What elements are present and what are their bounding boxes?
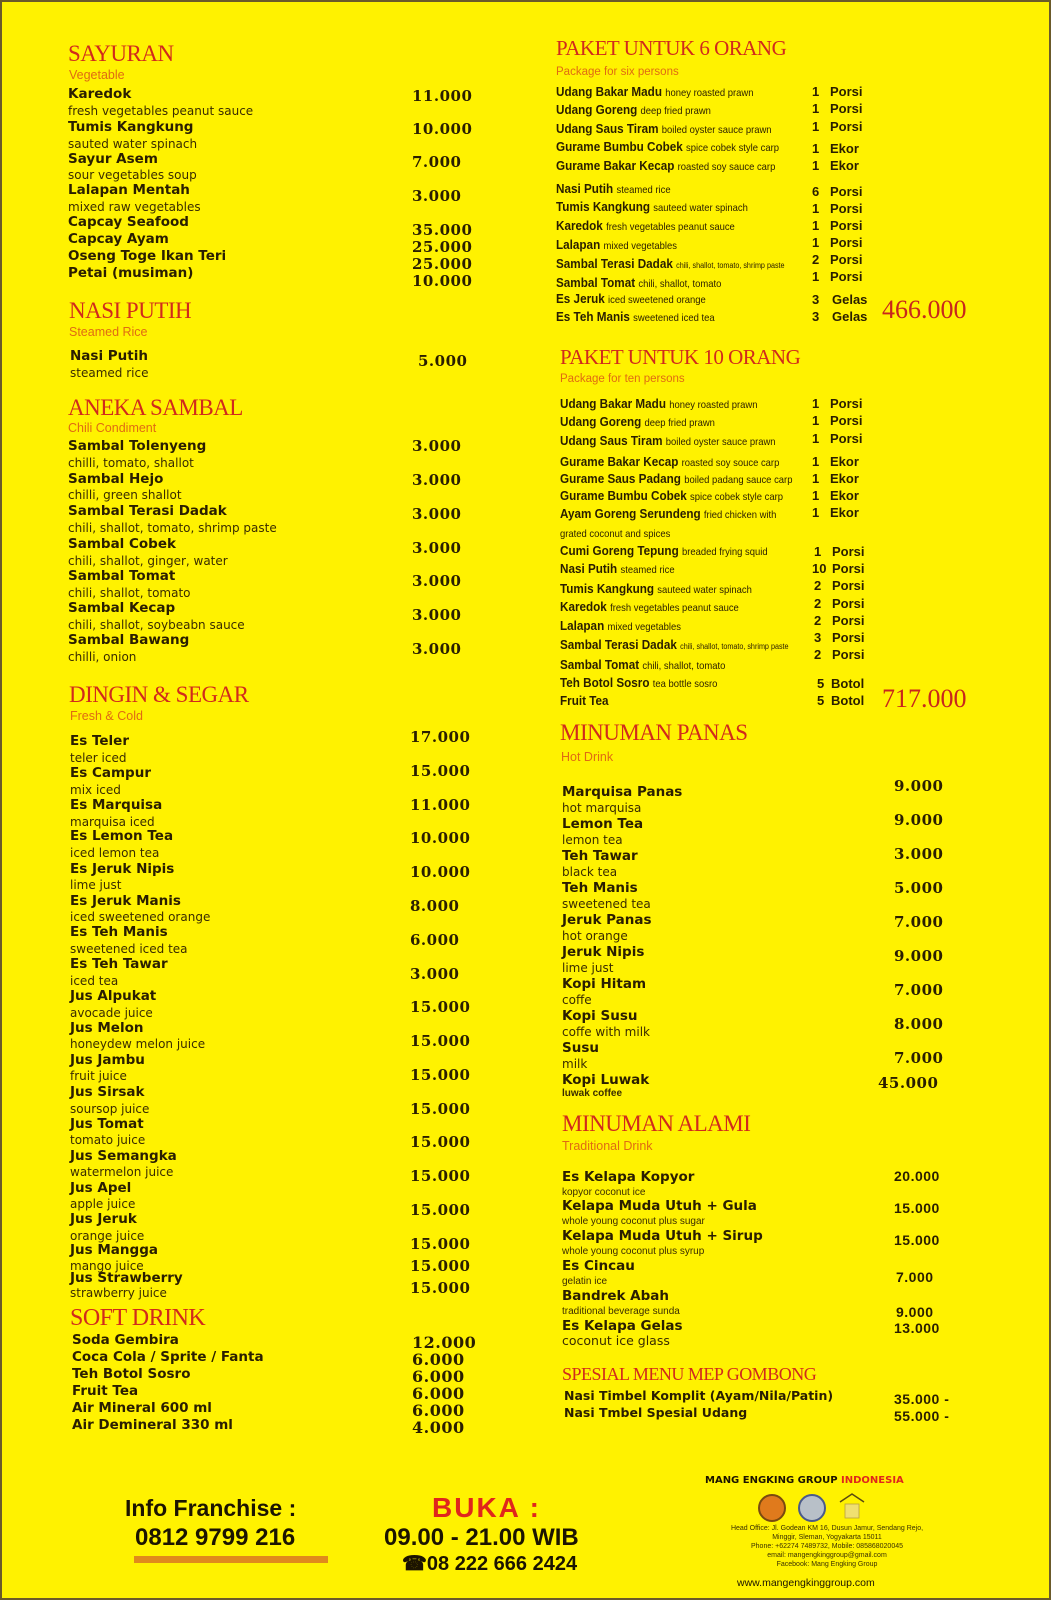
menu-item-name: Jeruk Nipis	[562, 944, 645, 960]
menu-item-price: 35.000 -	[894, 1391, 950, 1407]
package-item: Sambal Tomat chili, shallot, tomato	[556, 275, 722, 290]
menu-item-price: 15.000	[894, 1200, 940, 1216]
menu-item-desc: iced lemon tea	[70, 846, 160, 860]
open-phone-row[interactable]	[402, 1554, 577, 1574]
open-label: BUKA :	[432, 1492, 541, 1523]
menu-item-name: Sambal Hejo	[68, 471, 164, 487]
menu-item-desc: traditional beverage sunda	[562, 1306, 680, 1317]
menu-item-price: 3.000	[412, 539, 462, 557]
section-subtitle-paket-6: Package for six persons	[556, 66, 679, 78]
menu-item-price: 15.000	[410, 1235, 471, 1253]
menu-item-price: 5.000	[418, 352, 468, 370]
menu-item-desc: whole young coconut plus sugar	[562, 1216, 705, 1227]
section-title-sayuran: SAYURAN	[68, 41, 174, 66]
package-item-qty: 3	[812, 292, 820, 307]
menu-item-name: Kopi Susu	[562, 1008, 638, 1024]
menu-item-price: 11.000	[410, 796, 471, 814]
menu-item-desc: marquisa iced	[70, 815, 155, 829]
menu-item-name: Jus Jambu	[70, 1052, 145, 1068]
menu-item-desc: orange juice	[70, 1229, 145, 1243]
menu-item-price: 11.000	[412, 87, 473, 105]
menu-item-price: 3.000	[412, 437, 462, 455]
menu-item-name: Es Kelapa Kopyor	[562, 1169, 695, 1185]
package-item-unit: Porsi	[832, 544, 865, 559]
menu-item-price: 17.000	[410, 728, 471, 746]
package-item: Lalapan mixed vegetables	[556, 237, 678, 252]
menu-item-name: Nasi Tmbel Spesial Udang	[564, 1405, 748, 1420]
menu-item-name: Sayur Asem	[68, 151, 158, 167]
menu-item-price: 4.000	[412, 1418, 465, 1437]
menu-item-desc: chilli, onion	[68, 650, 137, 664]
section-title-spesial-menu: SPESIAL MENU MEP GOMBONG	[562, 1364, 817, 1384]
menu-item-name: Sambal Tomat	[68, 568, 176, 584]
section-subtitle-dingin-segar: Fresh & Cold	[70, 709, 143, 723]
menu-item-desc: sweetened tea	[562, 897, 651, 911]
menu-item-price: 7.000	[894, 981, 944, 999]
menu-item-name: Sambal Bawang	[68, 632, 190, 648]
menu-item-name: Teh Botol Sosro	[72, 1366, 191, 1382]
menu-item-desc: iced sweetened orange	[70, 910, 211, 924]
menu-item-desc: iced tea	[70, 974, 119, 988]
package-item-unit: Porsi	[830, 119, 863, 134]
menu-item-name: Jus Sirsak	[70, 1084, 145, 1100]
package-item-unit: Porsi	[830, 396, 863, 411]
menu-item-desc: avocade juice	[70, 1006, 153, 1020]
section-subtitle-aneka-sambal: Chili Condiment	[68, 421, 157, 435]
package-item-unit: Gelas	[832, 292, 868, 307]
menu-item-price: 7.000	[894, 1049, 944, 1067]
menu-item-price: 9.000	[894, 811, 944, 829]
package-item-unit: Porsi	[830, 84, 863, 99]
package-item: Tumis Kangkung sauteed water spinach	[556, 199, 748, 214]
package-item-qty: 3	[814, 630, 822, 645]
menu-item-price: 3.000	[894, 845, 944, 863]
package-item: Udang Goreng deep fried prawn	[556, 102, 711, 117]
package-item-unit: Porsi	[830, 201, 863, 216]
menu-item-name: Jus Strawberry	[70, 1270, 183, 1286]
menu-item-desc: fruit juice	[70, 1069, 127, 1083]
menu-item-desc: strawberry juice	[70, 1286, 167, 1300]
menu-item-price: 15.000	[410, 1100, 471, 1118]
menu-item-name: Air Demineral 330 ml	[72, 1417, 233, 1433]
package-item-unit: Porsi	[830, 431, 863, 446]
package-item-unit: Porsi	[830, 101, 863, 116]
package-item-qty: 1	[812, 101, 820, 116]
menu-item-desc: chilli, tomato, shallot	[68, 456, 194, 470]
website-link[interactable]: www.mangengkinggroup.com	[737, 1577, 875, 1589]
menu-item-desc: gelatin ice	[562, 1276, 608, 1287]
package-item-unit: Porsi	[830, 269, 863, 284]
open-phone: 08 222 666 2424	[426, 1553, 578, 1575]
menu-item-price: 15.000	[410, 1257, 471, 1275]
package-item-unit: Porsi	[830, 252, 863, 267]
menu-item-price: 10.000	[412, 272, 473, 290]
package-item: Ayam Goreng Serundeng fried chicken with	[560, 506, 777, 521]
menu-item-name: Es Lemon Tea	[70, 828, 174, 844]
menu-item-price: 35.000	[412, 221, 473, 239]
package-item-qty: 2	[814, 596, 822, 611]
menu-item-price: 6.000	[412, 1384, 465, 1403]
menu-item-name: Kelapa Muda Utuh + Gula	[562, 1198, 757, 1214]
package-item-unit: Porsi	[830, 218, 863, 233]
package-item: Es Jeruk iced sweetened orange	[556, 291, 706, 306]
section-title-dingin-segar: DINGIN & SEGAR	[69, 682, 249, 707]
menu-item-name: Nasi Timbel Komplit (Ayam/Nila/Patin)	[564, 1388, 834, 1403]
franchise-phone[interactable]: 0812 9799 216	[135, 1524, 296, 1551]
section-subtitle-sayuran: Vegetable	[69, 68, 125, 82]
menu-item-desc: teler iced	[70, 751, 127, 765]
menu-item-desc: chili, shallot, soybeabn sauce	[68, 618, 245, 632]
menu-item-price: 3.000	[412, 640, 462, 658]
menu-item-price: 6.000	[412, 1367, 465, 1386]
menu-item-name: Fruit Tea	[72, 1383, 139, 1399]
group-name: MANG ENGKING GROUP INDONESIA	[705, 1475, 904, 1486]
package-item: Udang Saus Tiram boiled oyster sauce prawn	[560, 433, 776, 448]
menu-item-price: 9.000	[894, 777, 944, 795]
package-item: Nasi Putih steamed rice	[556, 181, 671, 196]
package-item-qty: 2	[814, 613, 822, 628]
menu-item-price: 6.000	[412, 1401, 465, 1420]
menu-item-name: Jus Jeruk	[70, 1211, 137, 1227]
section-subtitle-paket-10: Package for ten persons	[560, 373, 685, 385]
menu-item-name: Lemon Tea	[562, 816, 644, 832]
menu-item-desc: coffe	[562, 993, 592, 1007]
menu-item-desc: honeydew melon juice	[70, 1037, 206, 1051]
package-item: Karedok fresh vegetables peanut sauce	[560, 599, 739, 614]
menu-item-name: Susu	[562, 1040, 599, 1056]
menu-item-name: Jus Mangga	[70, 1242, 158, 1258]
package-item: Gurame Bumbu Cobek spice cobek style carp	[560, 488, 784, 503]
menu-item-name: Sambal Tolenyeng	[68, 438, 207, 454]
menu-item-desc: mango juice	[70, 1259, 144, 1273]
package-item-qty: 2	[814, 647, 822, 662]
menu-item-price: 15.000	[410, 1201, 471, 1219]
menu-item-desc: steamed rice	[70, 366, 149, 380]
menu-item-desc: hot orange	[562, 929, 628, 943]
menu-item-name: Air Mineral 600 ml	[72, 1400, 212, 1416]
menu-item-desc: lime just	[562, 961, 614, 975]
menu-item-price: 3.000	[412, 471, 462, 489]
menu-item-price: 12.000	[412, 1333, 477, 1352]
package-item-qty: 1	[812, 471, 820, 486]
section-subtitle-minuman-alami: Traditional Drink	[562, 1139, 653, 1153]
menu-item-name: Jus Alpukat	[70, 988, 157, 1004]
section-subtitle-nasi-putih: Steamed Rice	[69, 325, 148, 339]
menu-item-desc: chilli, green shallot	[68, 488, 182, 502]
package-item-qty: 1	[812, 141, 820, 156]
package-item-unit: Ekor	[830, 141, 859, 156]
franchise-label: Info Franchise :	[125, 1495, 297, 1521]
section-title-minuman-panas: MINUMAN PANAS	[560, 720, 748, 745]
package-item-qty: 5	[817, 693, 825, 708]
menu-item-name: Nasi Putih	[70, 348, 148, 364]
menu-item-name: Marquisa Panas	[562, 784, 683, 800]
menu-item-desc: black tea	[562, 865, 618, 879]
section-title-paket-6: PAKET UNTUK 6 ORANG	[556, 36, 787, 60]
menu-item-price: 3.000	[412, 187, 462, 205]
package-item: Sambal Terasi Dadak chili, shallot, tomato, shrimp paste	[560, 637, 789, 652]
menu-item-desc: sauted water spinach	[68, 137, 198, 151]
section-title-nasi-putih: NASI PUTIH	[69, 298, 192, 323]
menu-item-price: 15.000	[410, 1167, 471, 1185]
package-item: Sambal Terasi Dadak chili, shallot, tomato, shrimp paste	[556, 256, 785, 271]
package-item-unit: Porsi	[832, 647, 865, 662]
package-item-qty: 1	[812, 158, 820, 173]
package-item-unit: Botol	[831, 693, 865, 708]
fish-logo-icon	[798, 1494, 826, 1522]
menu-item-name: Es Jeruk Nipis	[70, 861, 175, 877]
menu-item-name: Es Campur	[70, 765, 151, 781]
package-item: Udang Goreng deep fried prawn	[560, 414, 715, 429]
package-item-unit: Botol	[831, 676, 865, 691]
franchise-underline	[134, 1556, 328, 1563]
menu-item-price: 55.000 -	[894, 1408, 950, 1424]
menu-item-name: Lalapan Mentah	[68, 182, 190, 198]
package-item: Gurame Bumbu Cobek spice cobek style carp	[556, 139, 780, 154]
menu-item-name: Es Teler	[70, 733, 129, 749]
section-title-soft-drink: SOFT DRINK	[70, 1305, 206, 1331]
menu-item-name: Kelapa Muda Utuh + Sirup	[562, 1228, 763, 1244]
package-item: Nasi Putih steamed rice	[560, 561, 675, 576]
package-item-unit: Porsi	[830, 413, 863, 428]
package-item-qty: 1	[812, 269, 820, 284]
menu-item-price: 3.000	[412, 572, 462, 590]
package-total-price: 717.000	[882, 684, 967, 713]
menu-item-name: Jus Apel	[70, 1180, 132, 1196]
menu-item-name: Teh Manis	[562, 880, 638, 896]
menu-item-name: Capcay Ayam	[68, 231, 169, 247]
menu-item-price: 5.000	[894, 879, 944, 897]
menu-item-price: 15.000	[410, 762, 471, 780]
menu-item-name: Sambal Kecap	[68, 600, 176, 616]
package-item-qty: 1	[812, 235, 820, 250]
menu-item-desc: coconut ice glass	[562, 1333, 670, 1348]
menu-item-price: 25.000	[412, 238, 473, 256]
menu-item-name: Es Kelapa Gelas	[562, 1318, 683, 1334]
package-item-unit: Porsi	[830, 184, 863, 199]
menu-item-desc: chili, shallot, ginger, water	[68, 554, 228, 568]
package-item-unit: Porsi	[832, 596, 865, 611]
menu-item-price: 3.000	[412, 606, 462, 624]
package-item-unit: Ekor	[830, 158, 859, 173]
menu-item-price: 8.000	[894, 1015, 944, 1033]
package-item-qty: 1	[812, 218, 820, 233]
menu-item-price: 7.000	[894, 913, 944, 931]
menu-item-price: 9.000	[896, 1304, 934, 1320]
menu-item-name: Kopi Hitam	[562, 976, 647, 992]
package-item: Gurame Bakar Kecap roasted soy sauce carp	[556, 158, 776, 173]
package-item-qty: 1	[812, 396, 820, 411]
package-item-unit: Porsi	[830, 235, 863, 250]
package-item-unit: Porsi	[832, 561, 865, 576]
menu-item-desc: kopyor coconut ice	[562, 1187, 646, 1198]
menu-item-name: Jeruk Panas	[562, 912, 652, 928]
menu-item-desc: coffe with milk	[562, 1025, 650, 1039]
package-item: Udang Saus Tiram boiled oyster sauce prawn	[556, 121, 772, 136]
package-item-qty: 3	[812, 309, 820, 324]
menu-item-name: Es Jeruk Manis	[70, 893, 181, 909]
section-title-aneka-sambal: ANEKA SAMBAL	[68, 395, 243, 420]
package-item-qty: 1	[812, 488, 820, 503]
section-title-paket-10: PAKET UNTUK 10 ORANG	[560, 345, 801, 369]
menu-item-name: Es Teh Manis	[70, 924, 168, 940]
menu-item-name: Teh Tawar	[562, 848, 638, 864]
menu-item-name: Es Cincau	[562, 1258, 635, 1274]
menu-item-price: 20.000	[894, 1168, 940, 1184]
menu-item-name: Karedok	[68, 86, 132, 102]
menu-item-name: Petai (musiman)	[68, 265, 194, 281]
package-item-qty: 1	[812, 201, 820, 216]
menu-item-name: Es Marquisa	[70, 797, 163, 813]
menu-item-desc: sweetened iced tea	[70, 942, 188, 956]
package-item-qty: 1	[812, 413, 820, 428]
package-item-unit: Porsi	[832, 613, 865, 628]
menu-item-desc: tomato juice	[70, 1133, 146, 1147]
package-item-unit: Ekor	[830, 488, 859, 503]
menu-item-price: 3.000	[412, 505, 462, 523]
menu-item-name: Jus Semangka	[70, 1148, 177, 1164]
menu-item-name: Sambal Terasi Dadak	[68, 503, 227, 519]
menu-item-price: 8.000	[410, 897, 460, 915]
package-item: Tumis Kangkung sauteed water spinach	[560, 581, 752, 596]
menu-item-price: 15.000	[410, 1133, 471, 1151]
menu-item-desc: chili, shallot, tomato	[68, 586, 191, 600]
house-logo-icon	[838, 1492, 866, 1522]
package-item: Cumi Goreng Tepung breaded frying squid	[560, 543, 768, 558]
menu-item-desc: mixed raw vegetables	[68, 200, 201, 214]
menu-item-price: 15.000	[894, 1232, 940, 1248]
menu-item-desc: soursop juice	[70, 1102, 150, 1116]
section-subtitle-minuman-panas: Hot Drink	[561, 750, 614, 764]
package-item-unit: Porsi	[832, 630, 865, 645]
menu-item-price: 3.000	[410, 965, 460, 983]
menu-item-desc: fresh vegetables peanut sauce	[68, 104, 254, 118]
package-item: Gurame Saus Padang boiled padang sauce carp	[560, 471, 793, 486]
menu-item-price: 25.000	[412, 255, 473, 273]
package-item-qty: 6	[812, 184, 820, 199]
package-item-qty: 10	[812, 561, 827, 576]
menu-item-price: 15.000	[410, 1279, 471, 1297]
package-item: Gurame Bakar Kecap roasted soy souce carp	[560, 454, 780, 469]
menu-item-desc: lime just	[70, 878, 122, 892]
phone-icon: ☎	[402, 1553, 427, 1575]
menu-item-name: Coca Cola / Sprite / Fanta	[72, 1349, 264, 1365]
menu-item-price: 45.000	[878, 1074, 939, 1092]
menu-item-desc: hot marquisa	[562, 801, 642, 815]
package-item: Lalapan mixed vegetables	[560, 618, 682, 633]
head-office-address: Head Office: Jl. Godean KM 16, Dusun Jamur, Sendang Rejo, Minggir, Sleman, Yogyakarta 15011 Phone: +62274 7489732, Mobile: 085868020045 email: mangengkinggroup@gmail.com Facebook: Mang Engking Group	[730, 1525, 924, 1568]
menu-item-price: 6.000	[412, 1350, 465, 1369]
package-item: Udang Bakar Madu honey roasted prawn	[556, 84, 754, 99]
package-item: Teh Botol Sosro tea bottle sosro	[560, 675, 718, 690]
menu-item-name: Jus Melon	[70, 1020, 144, 1036]
menu-item-price: 15.000	[410, 1066, 471, 1084]
package-item-desc-continued: grated coconut and spices	[560, 528, 671, 540]
menu-item-price: 10.000	[410, 863, 471, 881]
open-hours: 09.00 - 21.00 WIB	[384, 1524, 579, 1551]
package-total-price: 466.000	[882, 295, 967, 324]
package-item-qty: 1	[812, 84, 820, 99]
menu-item-price: 6.000	[410, 931, 460, 949]
package-item: Karedok fresh vegetables peanut sauce	[556, 218, 735, 233]
menu-item-name: Tumis Kangkung	[68, 119, 194, 135]
menu-item-price: 10.000	[412, 120, 473, 138]
menu-item-price: 15.000	[410, 1032, 471, 1050]
menu-item-name: Kopi Luwak	[562, 1072, 650, 1088]
package-item: Sambal Tomat chili, shallot, tomato	[560, 657, 726, 672]
package-item-qty: 1	[814, 544, 822, 559]
menu-item-name: Soda Gembira	[72, 1332, 179, 1348]
menu-item-desc: chili, shallot, tomato, shrimp paste	[68, 521, 277, 535]
package-item: Udang Bakar Madu honey roasted prawn	[560, 396, 758, 411]
package-item-qty: 5	[817, 676, 825, 691]
menu-item-desc: sour vegetables soup	[68, 168, 197, 182]
package-item-qty: 2	[812, 252, 820, 267]
menu-item-price: 7.000	[412, 153, 462, 171]
menu-item-price: 7.000	[896, 1269, 934, 1285]
menu-item-desc: lemon tea	[562, 833, 623, 847]
menu-item-price: 13.000	[894, 1320, 940, 1336]
package-item-qty: 1	[812, 431, 820, 446]
package-item-qty: 1	[812, 505, 820, 520]
menu-item-desc: milk	[562, 1057, 588, 1071]
package-item-qty: 2	[814, 578, 822, 593]
section-title-minuman-alami: MINUMAN ALAMI	[562, 1111, 751, 1136]
menu-item-name: Capcay Seafood	[68, 214, 189, 230]
menu-item-desc: mix iced	[70, 783, 121, 797]
package-item-qty: 1	[812, 119, 820, 134]
menu-item-desc: watermelon juice	[70, 1165, 174, 1179]
menu-item-desc: whole young coconut plus syrup	[562, 1246, 705, 1257]
menu-item-name: Sambal Cobek	[68, 536, 176, 552]
menu-item-name: Es Teh Tawar	[70, 956, 168, 972]
package-item: Fruit Tea	[560, 693, 609, 708]
package-item-unit: Porsi	[832, 578, 865, 593]
menu-item-name: Oseng Toge Ikan Teri	[68, 248, 227, 264]
package-item-qty: 1	[812, 454, 820, 469]
menu-item-desc: luwak coffee	[562, 1088, 623, 1099]
menu-item-name: Bandrek Abah	[562, 1288, 669, 1304]
menu-item-price: 15.000	[410, 998, 471, 1016]
menu-item-price: 9.000	[894, 947, 944, 965]
restaurant-logo-icon	[758, 1494, 786, 1522]
menu-item-name: Jus Tomat	[70, 1116, 144, 1132]
package-item-unit: Ekor	[830, 471, 859, 486]
menu-item-desc: apple juice	[70, 1197, 136, 1211]
package-item: Es Teh Manis sweetened iced tea	[556, 309, 715, 324]
package-item-unit: Gelas	[832, 309, 868, 324]
menu-item-price: 10.000	[410, 829, 471, 847]
package-item-unit: Ekor	[830, 454, 859, 469]
package-item-unit: Ekor	[830, 505, 859, 520]
